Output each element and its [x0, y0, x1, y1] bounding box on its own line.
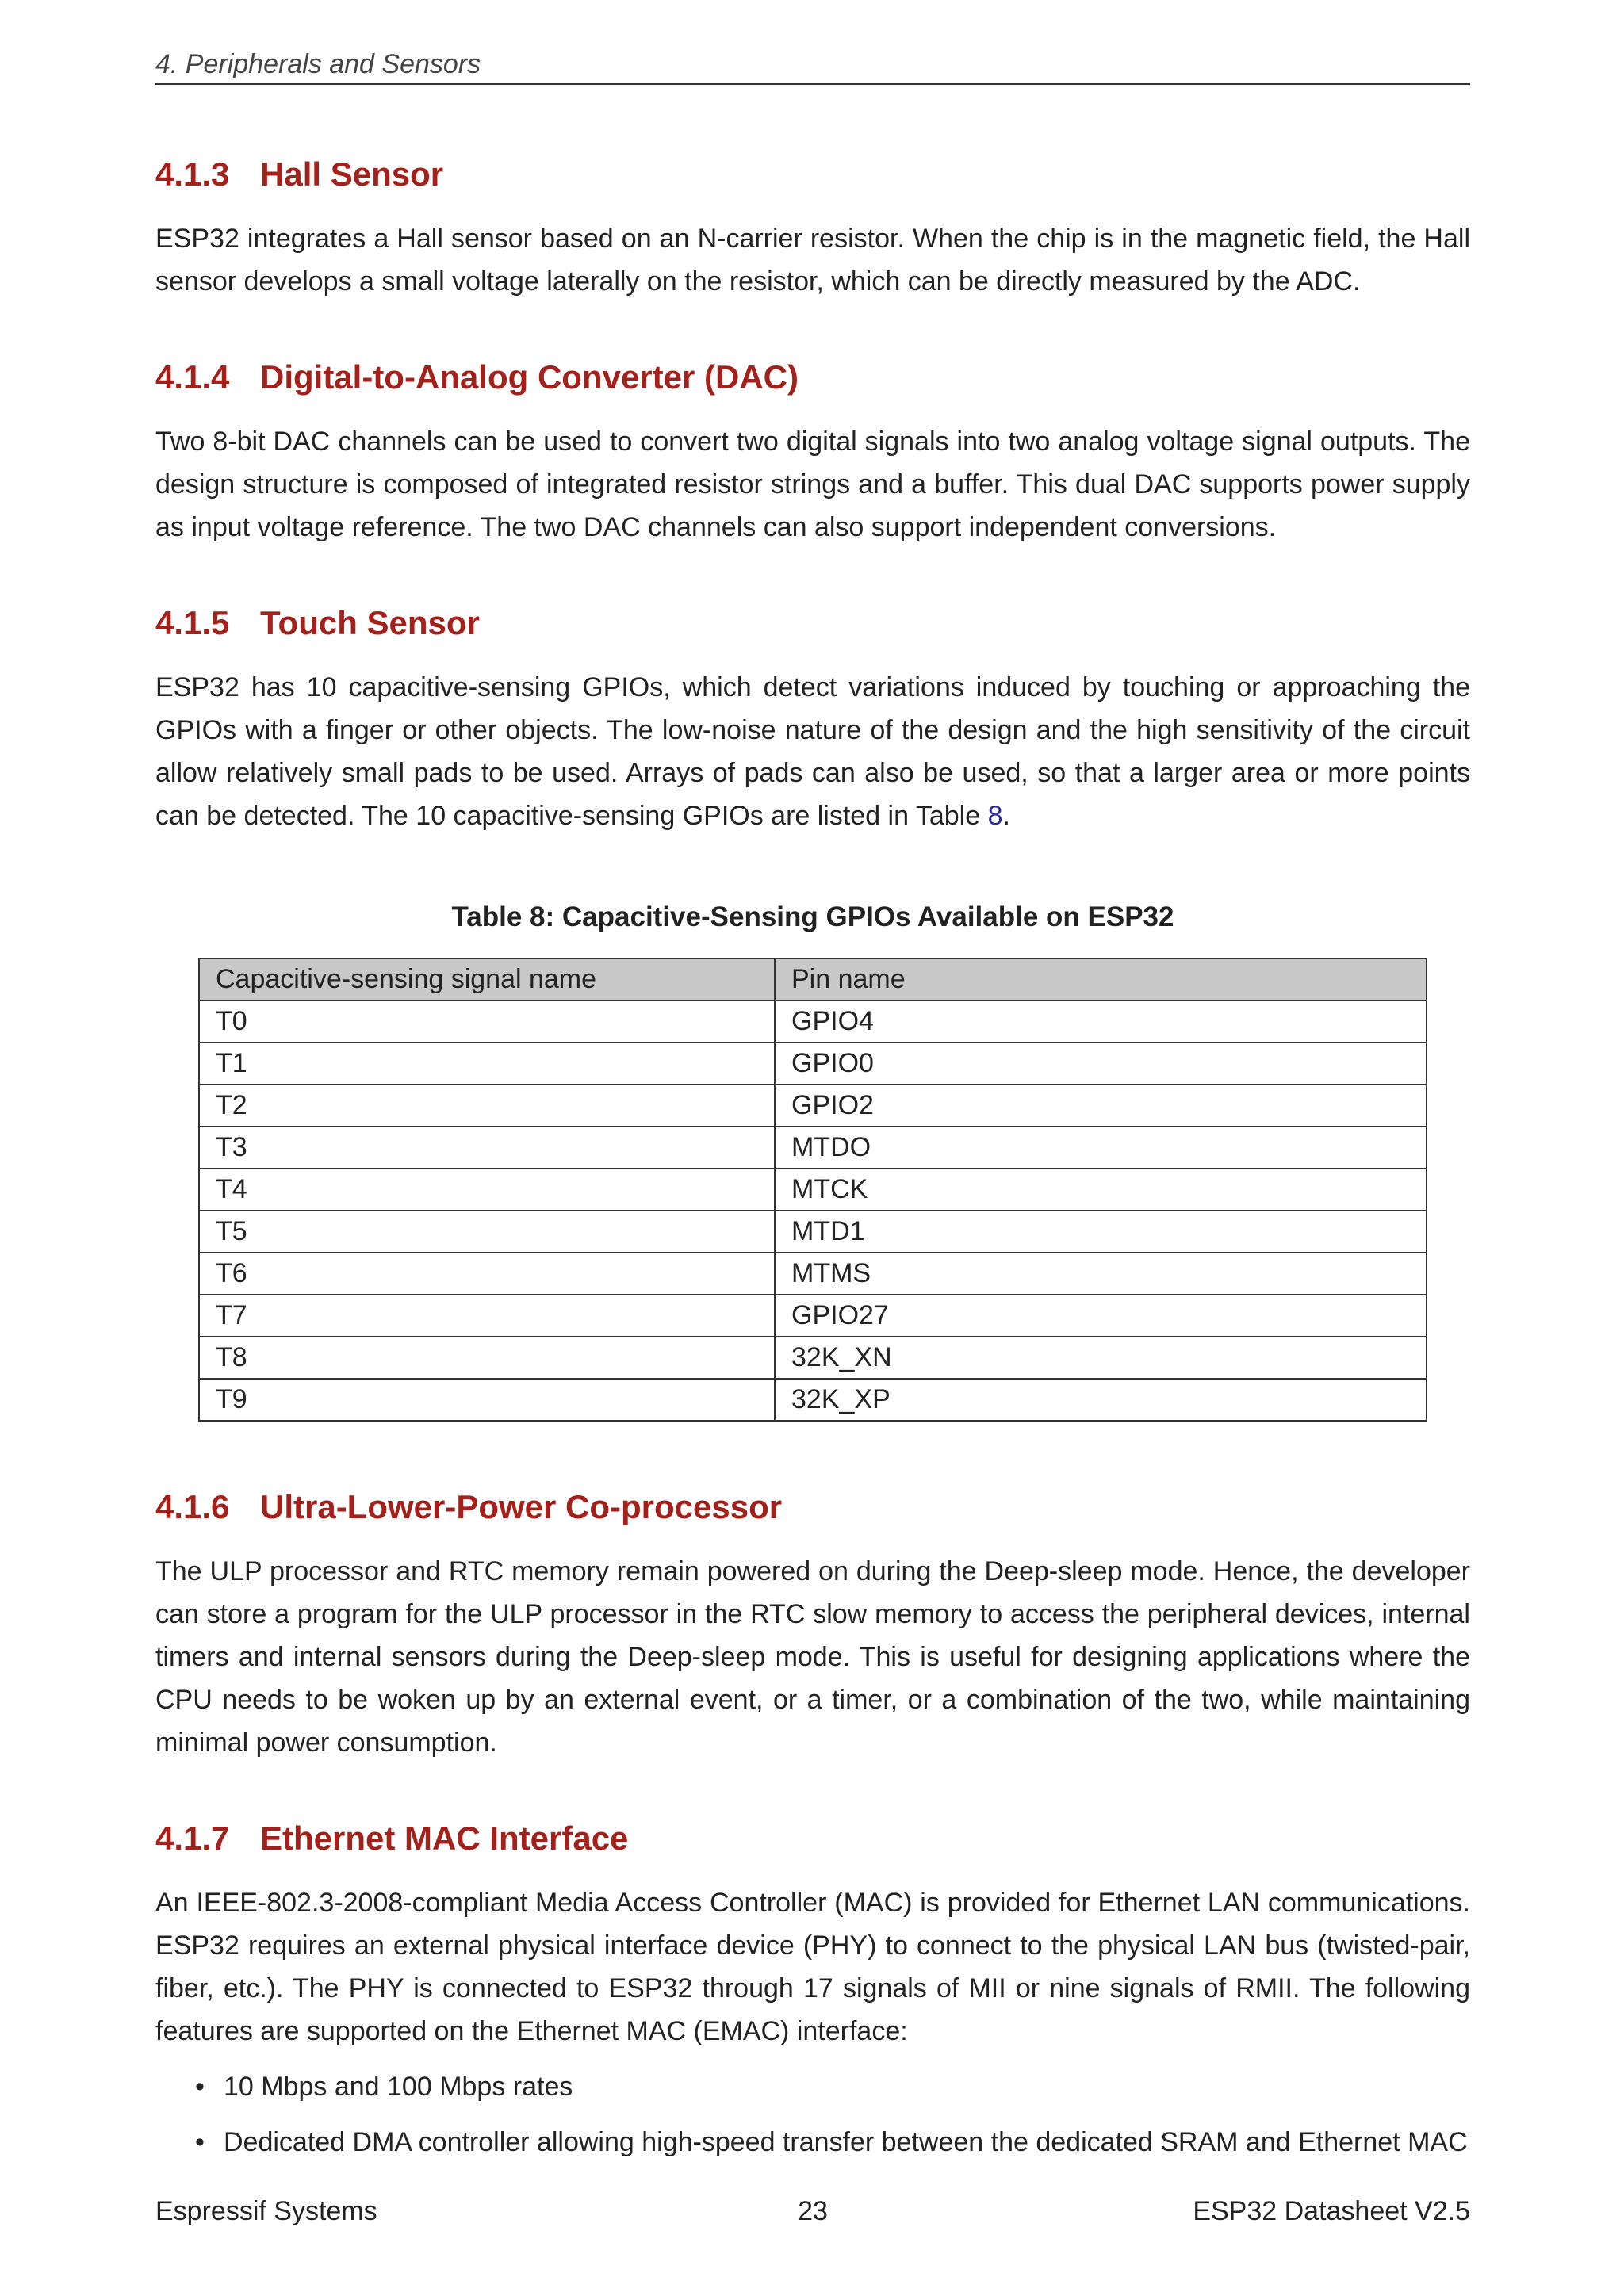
section-title: Touch Sensor [260, 604, 480, 641]
page-content [155, 151, 1470, 2176]
signal-cell: T0 [199, 1001, 775, 1043]
pin-cell: GPIO27 [775, 1295, 1427, 1337]
signal-cell: T9 [199, 1379, 775, 1421]
pin-cell: GPIO4 [775, 1001, 1427, 1043]
section-title: Ultra-Lower-Power Co-processor [260, 1488, 783, 1525]
section-title: Hall Sensor [260, 155, 444, 193]
signal-cell: T5 [199, 1211, 775, 1253]
footer-company: Espressif Systems [155, 2196, 377, 2226]
table-8-caption: Table 8: Capacitive-Sensing GPIOs Available on ESP32 [451, 901, 1174, 932]
section-number: 4.1.6 [155, 1488, 230, 1525]
pin-cell: 32K_XP [775, 1379, 1427, 1421]
list-item [155, 2121, 1470, 2164]
capacitive-gpio-table [198, 958, 1427, 1422]
ulp-paragraph: The ULP processor and RTC memory remain powered on during the Deep-sleep mode. Hence, the developer can store a program for the ULP processor in the RTC slow memory to access the peripheral devices, internal timers and internal sensors during the Deep-sleep mode. This is useful for designing applications where the CPU needs to be woken up by an external event, or a timer, or a combination of the two, while maintaining minimal power consumption. [155, 1556, 1470, 1758]
section-heading-hall-sensor [155, 151, 1470, 198]
table-row [199, 1127, 1427, 1169]
signal-cell: T7 [199, 1295, 775, 1337]
bullet-icon: • [195, 2072, 205, 2102]
section-heading-touch-sensor [155, 599, 1470, 647]
table-8-reference-link[interactable]: 8 [987, 801, 1003, 831]
signal-cell: T3 [199, 1127, 775, 1169]
touch-sensor-text-end: . [1002, 801, 1010, 831]
signal-cell: T4 [199, 1169, 775, 1211]
table-row [199, 1295, 1427, 1337]
section-heading-ethernet-mac [155, 1815, 1470, 1862]
signal-cell: T1 [199, 1043, 775, 1085]
running-header: 4. Peripherals and Sensors [155, 49, 1470, 85]
section-heading-ulp-coprocessor [155, 1483, 1470, 1531]
emac-feature-list [155, 2065, 1470, 2164]
header-pin-name: Pin name [775, 959, 1427, 1001]
touch-sensor-paragraph [155, 666, 1470, 837]
table-row [199, 1169, 1427, 1211]
dac-paragraph: Two 8-bit DAC channels can be used to convert two digital signals into two analog voltage signal outputs. The design structure is composed of integrated resistor strings and a buffer. This dual DAC supports power supply as input voltage reference. The two DAC channels can also support independent conversions. [155, 427, 1470, 542]
ethernet-mac-paragraph: An IEEE-802.3-2008-compliant Media Access Controller (MAC) is provided for Ethernet LAN communications. ESP32 requires an external physical interface device (PHY) to connect to the physical LAN bus (twisted-pair, fiber, etc.). The PHY is connected to ESP32 through 17 signals of MII or nine signals of RMII. The following features are supported on the Ethernet MAC (EMAC) interface: [155, 1888, 1470, 2046]
list-item-text: Dedicated DMA controller allowing high-speed transfer between the dedicated SRAM and Ethernet MAC [224, 2127, 1468, 2157]
touch-sensor-text: ESP32 has 10 capacitive-sensing GPIOs, which detect variations induced by touching or approaching the GPIOs with a finger or other objects. The low-noise nature of the design and the high sensitivity of the circuit allow relatively small pads to be used. Arrays of pads can also be used, so that a larger area or more points can be detected. The 10 capacitive-sensing GPIOs are listed in Table [155, 672, 1470, 831]
footer-document-version: ESP32 Datasheet V2.5 [1193, 2196, 1470, 2226]
pin-cell: 32K_XN [775, 1337, 1427, 1379]
section-number: 4.1.5 [155, 604, 230, 641]
bullet-icon: • [195, 2127, 205, 2157]
list-item-text: 10 Mbps and 100 Mbps rates [224, 2072, 573, 2102]
section-number: 4.1.4 [155, 358, 230, 396]
table-row [199, 1379, 1427, 1421]
pin-cell: MTD1 [775, 1211, 1427, 1253]
table-row [199, 1085, 1427, 1127]
table-row [199, 1043, 1427, 1085]
signal-cell: T6 [199, 1253, 775, 1295]
table-header-row [199, 959, 1427, 1001]
pin-cell: MTMS [775, 1253, 1427, 1295]
header-signal-name: Capacitive-sensing signal name [199, 959, 775, 1001]
footer-page-number: 23 [798, 2196, 828, 2226]
table-row [199, 1337, 1427, 1379]
section-title: Digital-to-Analog Converter (DAC) [260, 358, 799, 396]
page-footer [155, 2196, 1470, 2236]
table-row [199, 1001, 1427, 1043]
list-item [155, 2065, 1470, 2108]
hall-sensor-paragraph: ESP32 integrates a Hall sensor based on an N-carrier resistor. When the chip is in the magnetic field, the Hall sensor develops a small voltage laterally on the resistor, which can be directly measured by the ADC. [155, 224, 1470, 297]
pin-cell: MTDO [775, 1127, 1427, 1169]
pin-cell: GPIO2 [775, 1085, 1427, 1127]
signal-cell: T8 [199, 1337, 775, 1379]
signal-cell: T2 [199, 1085, 775, 1127]
pin-cell: MTCK [775, 1169, 1427, 1211]
section-number: 4.1.7 [155, 1820, 230, 1857]
pin-cell: GPIO0 [775, 1043, 1427, 1085]
section-heading-dac [155, 354, 1470, 401]
section-number: 4.1.3 [155, 155, 230, 193]
table-row [199, 1211, 1427, 1253]
table-row [199, 1253, 1427, 1295]
section-title: Ethernet MAC Interface [260, 1820, 629, 1857]
